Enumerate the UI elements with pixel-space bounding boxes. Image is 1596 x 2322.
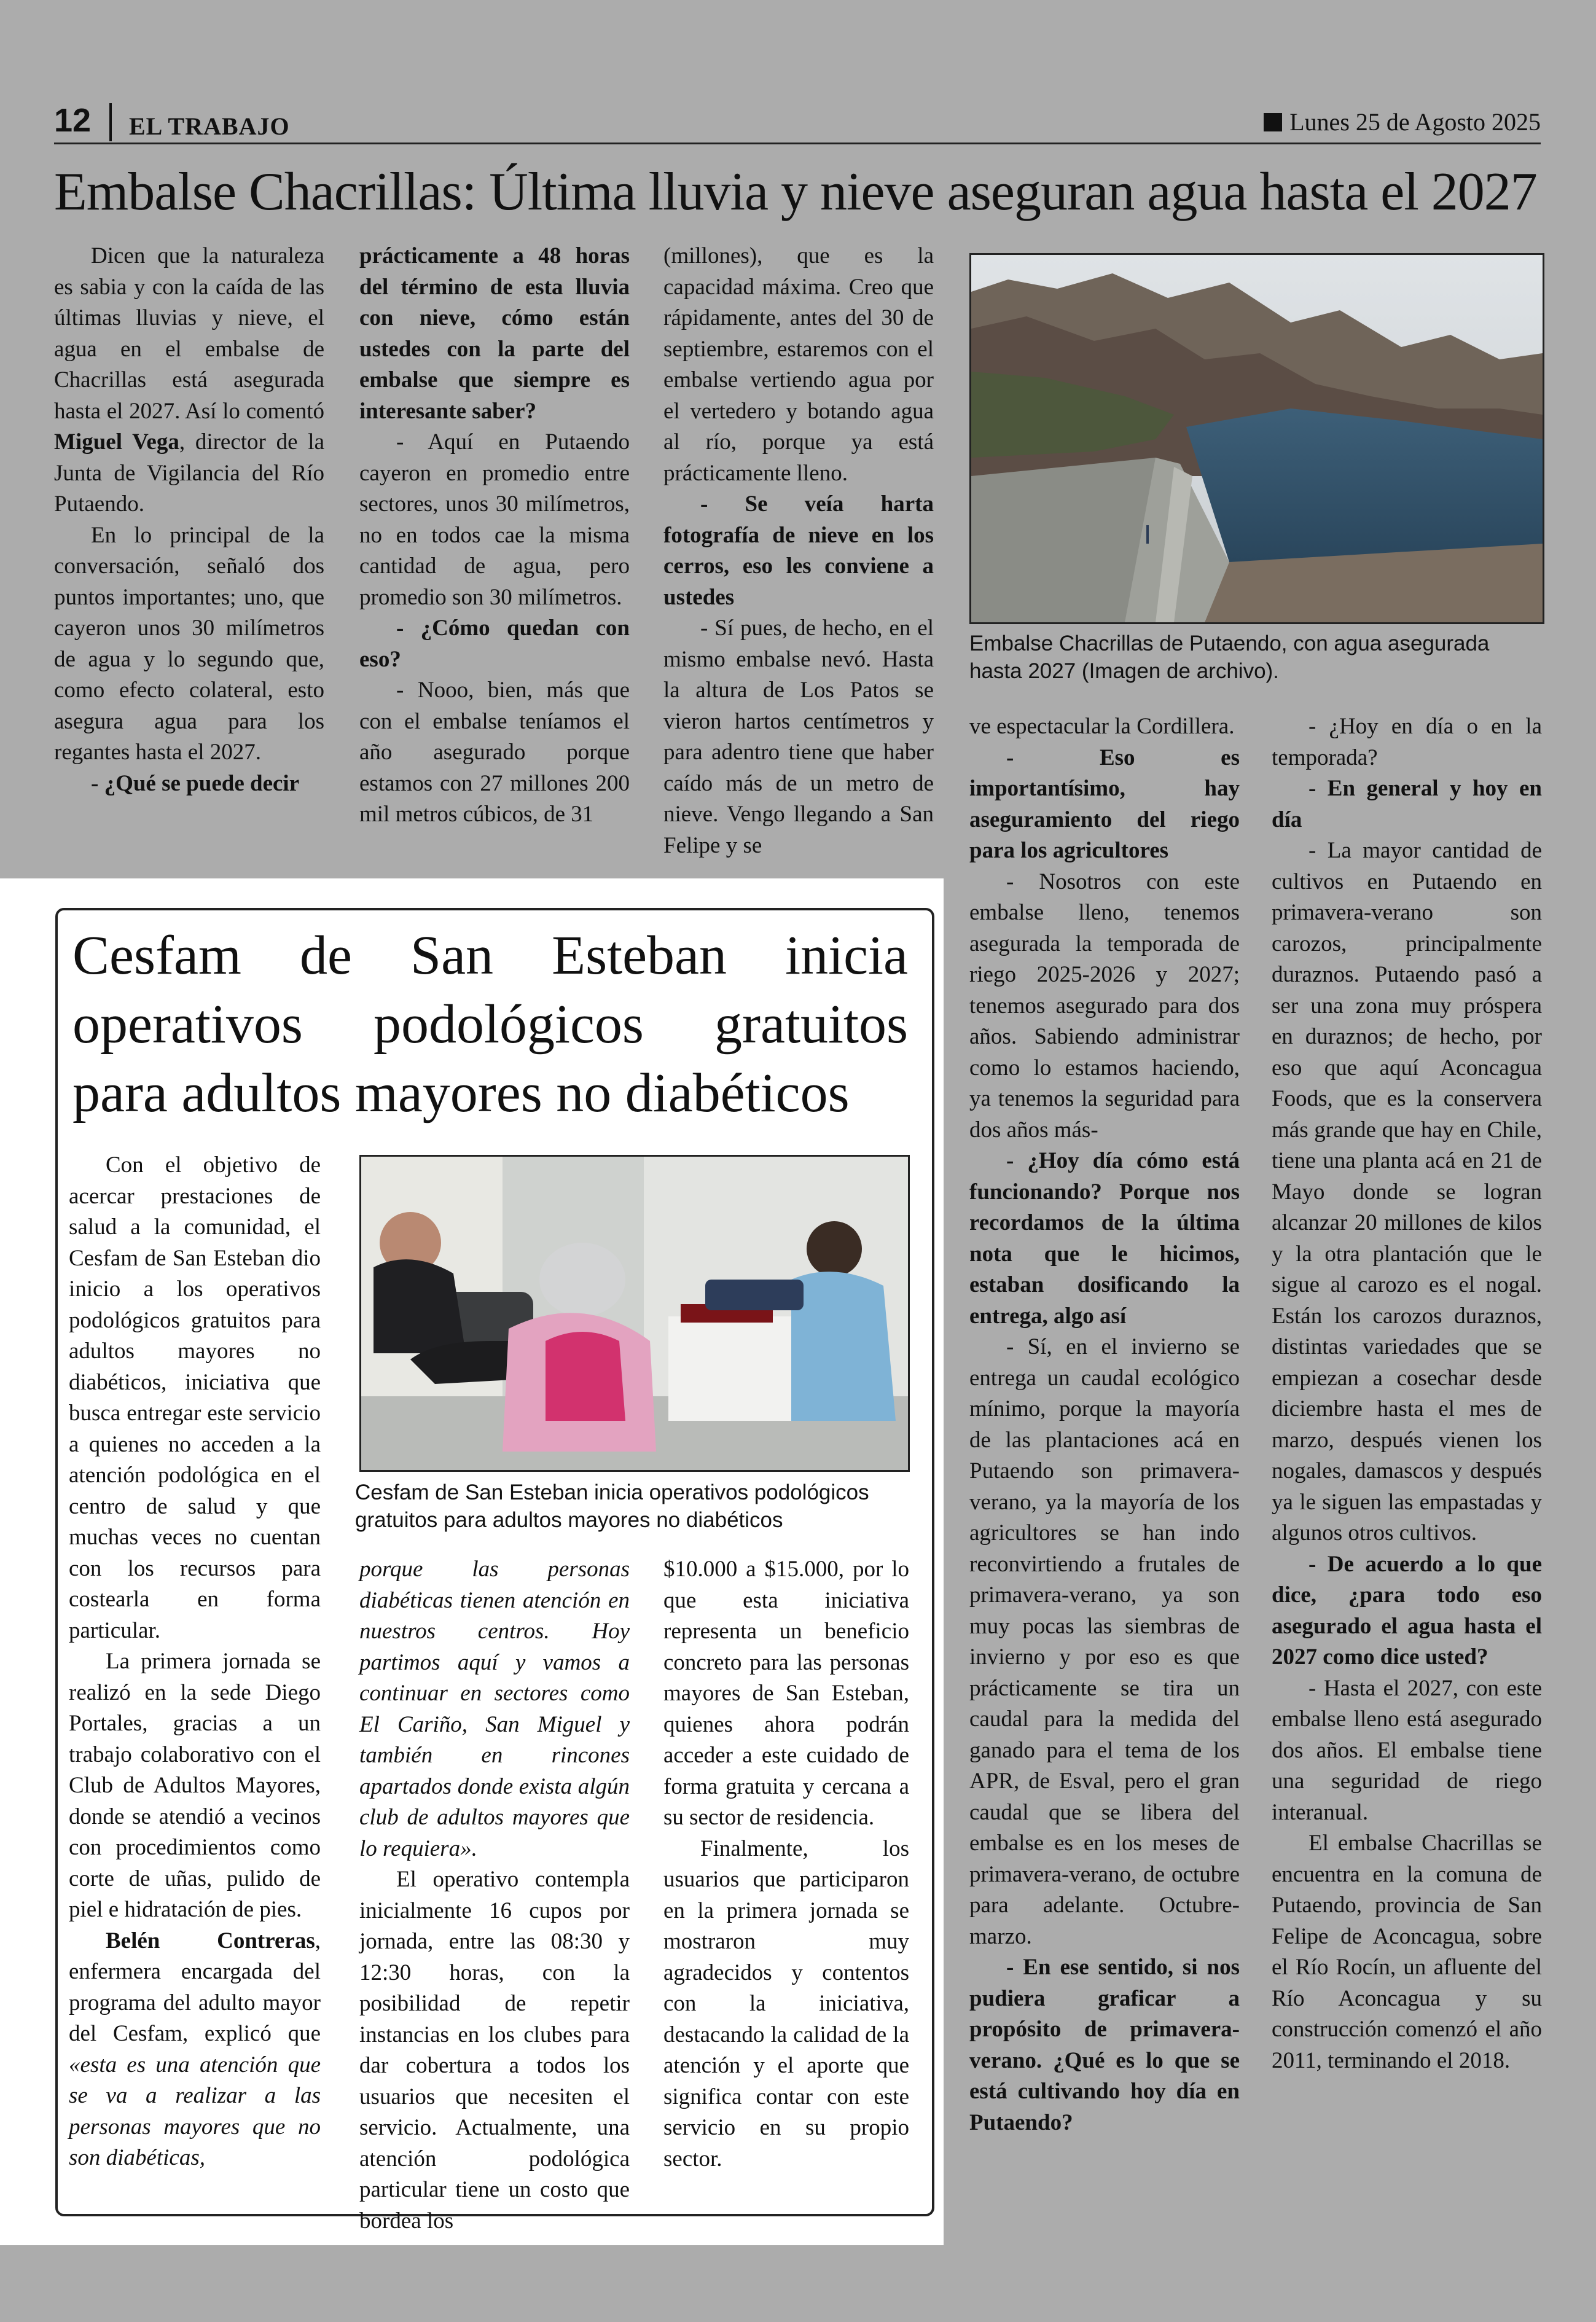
answer: - Sí, en el invierno se entrega un caudal ecológico mínimo, porque la mayoría de las plantaciones acá en Putaendo son primavera-verano, ya la mayoría de los agricultores se han indo reconvirtiendo a frutales de primavera-verano, ya son muy pocas las siembras de invierno y por eso es que prácticamente se tira un caudal para la medida del ganado para el tema de los APR, de Esval, pero el gran caudal que se libera del embalse es en los meses de primavera-verano, de octubre para adelante. Octubre-marzo. bbox=[969, 1334, 1240, 1949]
paragraph: La primera jornada se realizó en la sede Diego Portales, gracias a un trabajo colaborativo con el Club de Adultos Mayores, donde se atendió a vecinos con procedimientos como corte de uñas, pulido de piel e hidratación de pies. bbox=[69, 1649, 321, 1922]
header-date bbox=[1264, 108, 1541, 136]
date-text: Lunes 25 de Agosto 2025 bbox=[1289, 108, 1541, 136]
podiatry-photo-caption: Cesfam de San Esteban inicia operativos podológicos gratuitos para adultos mayores no diabéticos bbox=[355, 1480, 869, 1532]
question: - En ese sentido, si nos pudiera graficar a propósito de primavera-verano. ¿Qué es lo que se está cultivando hoy día en Putaendo? bbox=[969, 1955, 1240, 2135]
paragraph: Belén Contreras, enfermera encargada del programa del adulto mayor del Cesfam, explicó que «esta es una atención que se va a realizar a las personas mayores que no son diabéticas, bbox=[69, 1928, 321, 2170]
reservoir-photo-caption: Embalse Chacrillas de Putaendo, con agua asegurada hasta 2027 (Imagen de archivo). bbox=[969, 631, 1490, 683]
article2-column-2 bbox=[359, 1554, 630, 2237]
answer: - La mayor cantidad de cultivos en Putaendo en primavera-verano son carozos, principalmente duraznos. Putaendo pasó a ser una zona muy próspera en duraznos; de hecho, por eso que aquí Aconcagua Foods, que es la conservera más grande que hay en Chile, tiene una planta acá en 21 de Mayo donde se logran alcanzar 20 millones de kilos y la otra plantación que le sigue al carozo es el nogal. Están los carozos duraznos, distintas variedades que se empiezan a cosechar desde diciembre hasta el mes de marzo, después vienen los nogales, damascos y después ya le siguen las empastadas y algunos otros cultivos. bbox=[1272, 838, 1542, 1546]
answer: - Aquí en Putaendo cayeron en promedio entre sectores, unos 30 milímetros, no en todos cae la misma cantidad de agua, pero promedio son 30 milímetros. bbox=[359, 429, 630, 610]
paragraph: Dicen que la naturaleza es sabia y con la caída de las últimas lluvias y nieve, el agua en el embalse de Chacrillas está asegurada hasta el 2027. Así lo comentó Miguel Vega, director de la Junta de Vigilancia del Río Putaendo. bbox=[54, 243, 325, 517]
paragraph: Con el objetivo de acercar prestaciones de salud a la comunidad, el Cesfam de San Esteban dio inicio a los operativos podológicos gratuitos para adultos mayores no diabéticos, iniciativa que busca entregar este servicio a quienes no acceden a la atención podológica en el centro de salud y que muchas veces no cuentan con los recursos para costearla en forma particular. bbox=[69, 1152, 321, 1643]
newspaper-name: EL TRABAJO bbox=[129, 112, 290, 140]
question: - De acuerdo a lo que dice, ¿para todo eso asegurado el agua hasta el 2027 como dice usted? bbox=[1272, 1551, 1542, 1670]
paragraph: $10.000 a $15.000, por lo que esta iniciativa representa un beneficio concreto para las personas mayores de San Esteban, quienes ahora podrán acceder a este cuidado de forma gratuita y cercana a su sector de residencia. bbox=[663, 1557, 909, 1830]
podiatry-image bbox=[361, 1157, 908, 1470]
header-rule bbox=[54, 143, 1541, 144]
question: - Se veía harta fotografía de nieve en los cerros, eso les conviene a ustedes bbox=[663, 491, 934, 610]
question: prácticamente a 48 horas del término de esta lluvia con nieve, cómo están ustedes con la parte del embalse que siempre es interesante saber? bbox=[359, 243, 630, 424]
article1-title: Embalse Chacrillas: Última lluvia y nieve aseguran agua hasta el 2027 bbox=[54, 162, 1537, 222]
paragraph: El embalse Chacrillas se encuentra en la comuna de Putaendo, provincia de San Felipe de Aconcagua, sobre el Río Rocín, un afluente del Río Aconcagua y su construcción comenzó el año 2011, terminando el 2018. bbox=[1272, 1831, 1542, 2073]
answer: - Sí pues, de hecho, en el mismo embalse nevó. Hasta la altura de Los Patos se vieron hartos centímetros y para adentro tiene que haber caído más de un metro de nieve. Vengo llegando a San Felipe y se bbox=[663, 616, 934, 858]
question: - ¿Hoy día cómo está funcionando? Porque nos recordamos de la última nota que le hicimos, estaban dosificando la entrega, algo así bbox=[969, 1148, 1240, 1329]
page-number: 12 bbox=[54, 102, 92, 139]
quote: porque las personas diabéticas tienen atención en nuestros centros. Hoy partimos aquí y vamos a continuar en sectores como El Cariño, San Miguel y también en rincones apartados donde exista algún club de adultos mayores que lo requiera». bbox=[359, 1557, 630, 1861]
article2-column-3 bbox=[663, 1554, 909, 2175]
title-line: Cesfam de San Esteban inicia bbox=[72, 925, 908, 986]
header-separator bbox=[109, 103, 112, 141]
question: - ¿Qué se puede decir bbox=[91, 770, 300, 796]
answer: - ¿Hoy en día o en la temporada? bbox=[1272, 714, 1542, 770]
article1-column-4 bbox=[969, 711, 1240, 2138]
paragraph: El operativo contempla inicialmente 16 cupos por jornada, entre las 08:30 y 12:30 horas, con la posibilidad de repetir instancias en los clubes para dar cobertura a todos los usuarios que necesiten el servicio. Actualmente, una atención podológica particular tiene un costo que bordea los bbox=[359, 1867, 630, 2234]
answer: - Hasta el 2027, con este embalse lleno está asegurado dos años. El embalse tiene una seguridad de riego interanual. bbox=[1272, 1675, 1542, 1825]
square-bullet-icon bbox=[1264, 113, 1282, 131]
answer: - Nosotros con este embalse lleno, tenemos asegurada la temporada de riego 2025-2026 y 2027; tenemos asegurado para dos años. Sabiendo administrar como lo estamos haciendo, ya tenemos la seguridad para dos años más- bbox=[969, 869, 1240, 1143]
question: - Eso es importantísimo, hay aseguramiento del riego para los agricultores bbox=[969, 745, 1240, 863]
question: - En general y hoy en día bbox=[1272, 776, 1542, 832]
paragraph: Finalmente, los usuarios que participaron en la primera jornada se mostraron muy agradecidos y contentos con la iniciativa, destacando la calidad de la atención y el aporte que significa contar con este servicio en su propio sector. bbox=[663, 1835, 909, 2172]
title-line: operativos podológicos gratuitos bbox=[72, 994, 908, 1055]
podiatry-photo bbox=[359, 1155, 910, 1472]
answer: (millones), que es la capacidad máxima. Creo que rápidamente, antes del 30 de septiembre, estaremos con el embalse vertiendo agua por el vertedero y botando agua al río, porque ya está prácticamente lleno. bbox=[663, 243, 934, 486]
article2-column-1 bbox=[69, 1150, 321, 2174]
title-line: para adultos mayores no diabéticos bbox=[72, 1063, 850, 1124]
article1-column-3 bbox=[663, 241, 934, 861]
answer: - Nooo, bien, más que con el embalse teníamos el año asegurado porque estamos con 27 millones 200 mil metros cúbicos, de 31 bbox=[359, 678, 630, 827]
question: - ¿Cómo quedan con eso? bbox=[359, 616, 630, 672]
paragraph: En lo principal de la conversación, señaló dos puntos importantes; uno, que cayeron unos 30 milímetros de agua y lo segundo que, como efecto colateral, esto asegura agua para los regantes hasta el 2027. bbox=[54, 522, 324, 765]
article1-column-2 bbox=[359, 241, 630, 831]
article1-column-5 bbox=[1272, 711, 1542, 2076]
article1-column-1 bbox=[54, 241, 324, 799]
answer: ve espectacular la Cordillera. bbox=[969, 714, 1235, 739]
reservoir-image bbox=[971, 255, 1543, 622]
reservoir-photo bbox=[969, 253, 1544, 624]
article2-title bbox=[72, 921, 908, 1128]
